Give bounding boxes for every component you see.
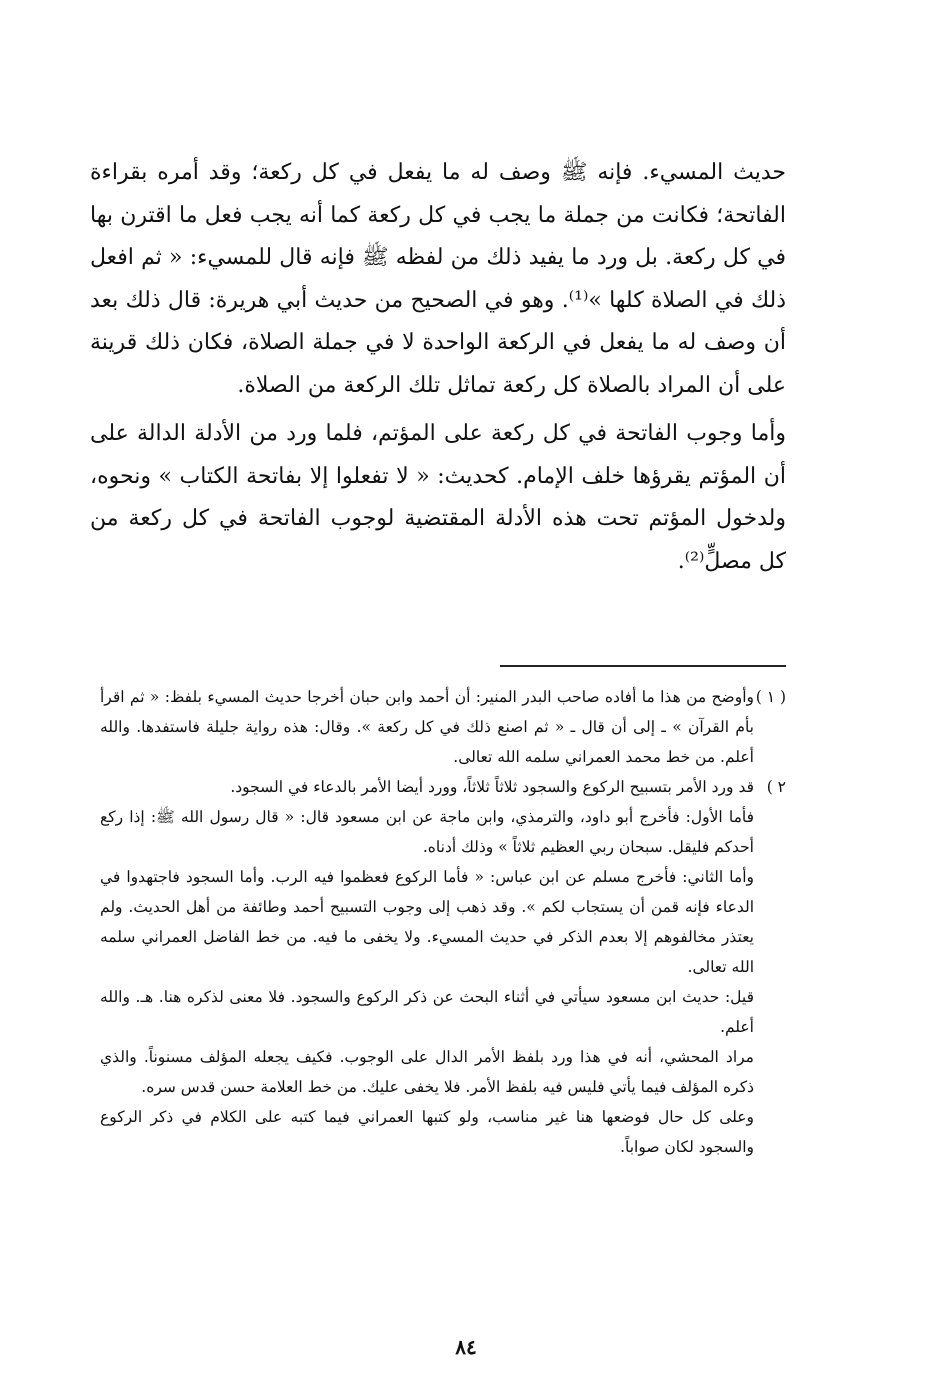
footnote-body	[100, 772, 754, 1162]
footnote-paragraph: وأوضح من هذا ما أفاده صاحب البدر المنير: أن أحمد وابن حبان أخرجا حديث المسيء بلفظ: « ثم اقرأ بأم القرآن » ـ إلى أن قال ـ « ثم اصنع ذلك في كل ركعة ». وقال: هذه رواية جليلة فاستفدها. والله أعلم. من خط محمد العمراني سلمه الله تعالى.	[100, 688, 755, 766]
footnote-paragraph: وأما الثاني: فأخرج مسلم عن ابن عباس: « فأما الركوع فعظموا فيه الرب. وأما السجود فاجتهدوا في الدعاء فإنه قمن أن يستجاب لكم ». وقد ذهب إلى وجوب التسبيح أحمد وطائفة من أهل الحديث. ولم يعتذر مخالفوهم إلا بعدم الذكر في حديث المسيء. ولا يخفى ما فيه. من خط الفاضل العمراني سلمه الله تعالى.	[100, 868, 754, 976]
footnotes	[100, 682, 786, 1162]
footnote-number: ٢ )	[766, 778, 786, 796]
footnote-paragraph: مراد المحشي، أنه في هذا ورد بلفظ الأمر الدال على الوجوب. فكيف يجعله المؤلف مسنوناً. والذي ذكره المؤلف فيما يأتي فليس فيه بلفظ الأمر. فلا يخفى عليك. من خط العلامة حسن قدس سره.	[100, 1048, 754, 1096]
footnote-body	[100, 682, 754, 772]
footnote-1	[100, 682, 786, 772]
main-paragraph-2: وأما وجوب الفاتحة في كل ركعة على المؤتم، فلما ورد من الأدلة الدالة على أن المؤتم يقرؤها خلف الإمام. كحديث: « لا تفعلوا إلا بفاتحة الكتاب » ونحوه، ولدخول المؤتم تحت هذه الأدلة المقتضية لوجوب الفاتحة في كل ركعة من كل مصلٍّ⁽²⁾.	[90, 421, 786, 574]
main-paragraph-1: حديث المسيء. فإنه ﷺ وصف له ما يفعل في كل ركعة؛ وقد أمره بقراءة الفاتحة؛ فكانت من جملة ما يجب في كل ركعة كما أنه يجب فعل ما اقترن بها في كل ركعة. بل ورد ما يفيد ذلك من لفظه ﷺ فإنه قال للمسيء: « ثم افعل ذلك في الصلاة كلها »⁽¹⁾. وهو في الصحيح من حديث أبي هريرة: قال ذلك بعد أن وصف له ما يفعل في الركعة الواحدة لا في جملة الصلاة، فكان ذلك قرينة على أن المراد بالصلاة كل ركعة تماثل تلك الركعة من الصلاة.	[90, 160, 786, 398]
footnote-paragraph: قيل: حديث ابن مسعود سيأتي في أثناء البحث عن ذكر الركوع والسجود. فلا معنى لذكره هنا. هـ. والله أعلم.	[100, 988, 754, 1036]
page-number: ٨٤	[455, 1335, 477, 1359]
footnote-2	[100, 772, 786, 1162]
footnote-paragraph: وعلى كل حال فوضعها هنا غير مناسب، ولو كتبها العمراني فيما كتبه على الكلام في ذكر الركوع والسجود لكان صواباً.	[100, 1108, 754, 1156]
main-text	[90, 152, 786, 583]
footnote-number: ( ١ )	[755, 688, 786, 706]
footnote-separator	[500, 665, 786, 667]
footnote-paragraph: قد ورد الأمر بتسبيح الركوع والسجود ثلاثاً ثلاثاً، وورد أيضا الأمر بالدعاء في السجود.	[230, 778, 754, 796]
footnote-paragraph: فأما الأول: فأخرج أبو داود، والترمذي، وابن ماجة عن ابن مسعود قال: « قال رسول الله ﷺ: إذا ركع أحدكم فليقل. سبحان ربي العظيم ثلاثاً » وذلك أدناه.	[100, 808, 754, 856]
